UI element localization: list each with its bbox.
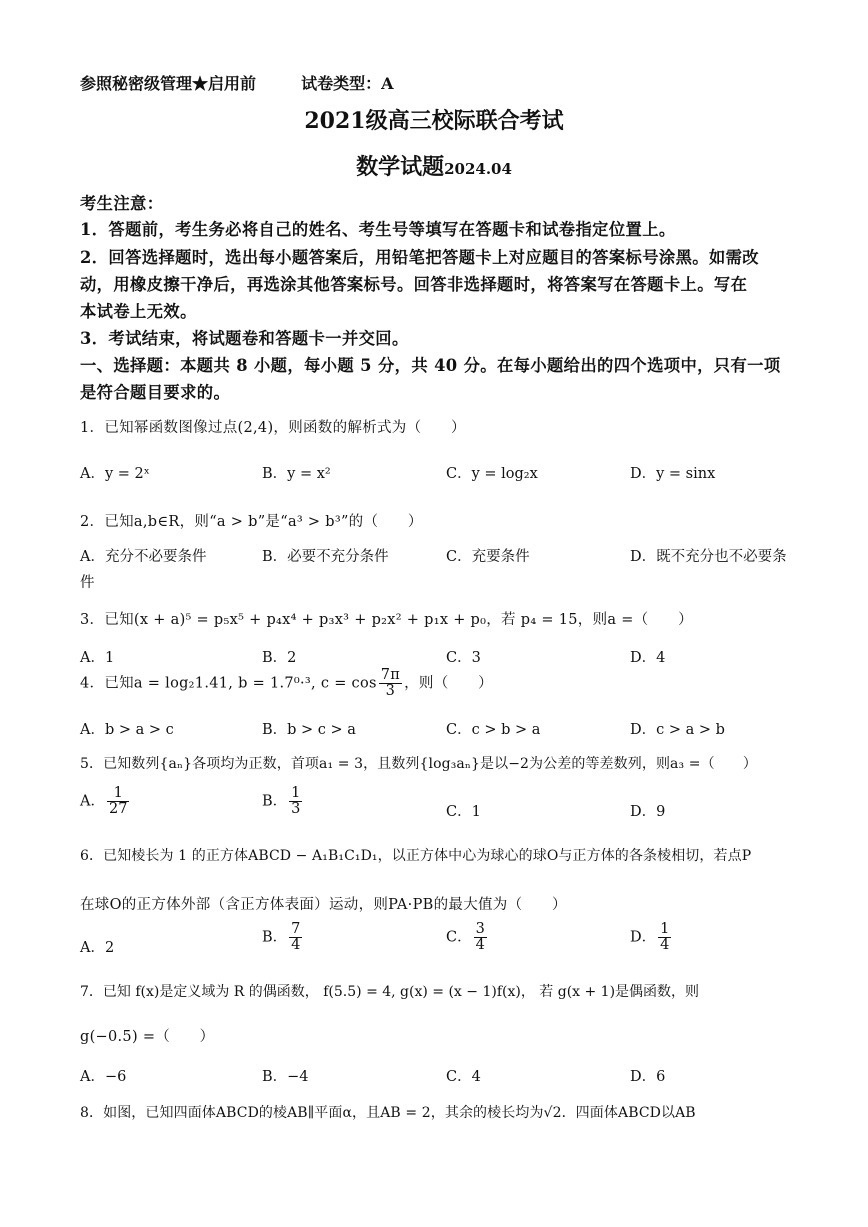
- exam-date: 2024.04: [444, 160, 512, 178]
- question-4-stem-post: ，则（ ）: [404, 675, 493, 692]
- question-6-option-b: [262, 922, 304, 953]
- question-6-option-a: A．2: [80, 940, 115, 956]
- question-3-stem: 3．已知(x + a)⁵ = p₅x⁵ + p₄x⁴ + p₃x³ + p₂x² + p₁x + p₀，若 p₄ = 15，则a =（ ）: [80, 612, 693, 628]
- question-2-option-d: D．既不充分也不必要条: [630, 549, 787, 565]
- question-7-option-d: D．6: [630, 1069, 666, 1085]
- question-5-option-a-label: A．: [80, 793, 105, 810]
- question-6-option-d-num: 1: [660, 921, 670, 937]
- question-5-option-d: D．9: [630, 804, 666, 820]
- question-6-option-d-label: D．: [630, 929, 657, 946]
- question-3-option-a: A．1: [80, 650, 115, 666]
- question-3-option-b: B．2: [262, 650, 297, 666]
- question-7-stem-line-2: g(−0.5) =（ ）: [80, 1029, 215, 1045]
- confidential-label: 参照秘密级管理★启用前: [80, 74, 257, 93]
- question-6-option-c-fraction: [474, 922, 487, 953]
- question-4-fraction: [379, 668, 402, 699]
- question-2-stem: 2．已知a,b∈R，则“a > b”是“a³ > b³”的（ ）: [80, 514, 423, 530]
- question-1-option-c: C．y = log₂x: [446, 466, 538, 482]
- exam-title: 2021级高三校际联合考试: [304, 108, 564, 134]
- question-6-stem-line-2: 在球O的正方体外部（含正方体表面）运动，则PA·PB的最大值为（ ）: [80, 897, 567, 913]
- question-5-option-a: [80, 786, 131, 817]
- question-6-option-c-label: C．: [446, 929, 472, 946]
- subject-title: [0, 150, 868, 181]
- question-3-option-c: C．3: [446, 650, 481, 666]
- question-4-frac-num: 7π: [380, 667, 401, 683]
- question-5-option-b-fraction: [289, 786, 302, 817]
- question-6-option-b-num: 7: [291, 921, 301, 937]
- question-5-option-a-num: 1: [107, 786, 129, 802]
- question-7-stem-line-1: 7．已知 f(x)是定义域为 R 的偶函数， f(5.5) = 4, g(x) = (x − 1)f(x)， 若 g(x + 1)是偶函数，则: [80, 984, 700, 1000]
- question-5-option-b-label: B．: [262, 793, 288, 810]
- question-5-option-b-num: 1: [291, 785, 301, 801]
- section-heading-line-2: 是符合题目要求的。: [80, 383, 231, 402]
- notice-line-3: 动，用橡皮擦干净后，再选涂其他答案标号。回答非选择题时，将答案写在答题卡上。写在: [80, 275, 748, 294]
- notice-line-1: 1．答题前，考生务必将自己的姓名、考生号等填写在答题卡和试卷指定位置上。: [80, 220, 676, 239]
- question-5-stem: 5．已知数列{aₙ}各项均为正数，首项a₁ = 3，且数列{log₃aₙ}是以−2为公差的等差数列，则a₃ =（ ）: [80, 756, 757, 772]
- question-6-option-c-den: 4: [475, 937, 485, 954]
- question-5-option-a-fraction: [107, 786, 129, 817]
- question-1-stem: 1．已知幂函数图像过点(2,4)，则函数的解析式为（ ）: [80, 420, 466, 436]
- notice-heading: 考生注意：: [80, 194, 164, 213]
- question-2-option-c: C．充要条件: [446, 549, 530, 565]
- question-4-option-d: D．c > a > b: [630, 722, 725, 738]
- question-6-option-d: [630, 922, 673, 953]
- question-6-option-d-fraction: [658, 922, 671, 953]
- question-6-option-b-fraction: [289, 922, 302, 953]
- exam-header: [80, 71, 394, 94]
- question-8-stem: 8．如图，已知四面体ABCD的棱AB∥平面α，且AB = 2，其余的棱长均为√2．四面体ABCD以AB: [80, 1105, 696, 1121]
- question-6-option-c: [446, 922, 489, 953]
- question-6-option-b-den: 4: [291, 937, 301, 954]
- question-7-option-b: B．−4: [262, 1069, 309, 1085]
- question-6-option-b-label: B．: [262, 929, 288, 946]
- paper-type-label: 试卷类型：A: [301, 74, 394, 93]
- question-2-option-d-wrap: 件: [80, 575, 95, 591]
- question-4-option-a: A．b > a > c: [80, 722, 174, 738]
- question-1-option-b: B．y = x²: [262, 466, 331, 482]
- question-6-stem-line-1: 6．已知棱长为 1 的正方体ABCD − A₁B₁C₁D₁，以正方体中心为球心的球O与正方体的各条棱相切，若点P: [80, 848, 752, 864]
- question-4-frac-den: 3: [385, 683, 396, 700]
- notice-line-5: 3．考试结束，将试题卷和答题卡一并交回。: [80, 329, 409, 348]
- question-7-option-c: C．4: [446, 1069, 481, 1085]
- question-4-option-b: B．b > c > a: [262, 722, 356, 738]
- notice-line-4: 本试卷上无效。: [80, 302, 197, 321]
- question-5-option-a-den: 27: [108, 801, 128, 818]
- question-2-option-b: B．必要不充分条件: [262, 549, 389, 565]
- question-5-option-c: C．1: [446, 804, 481, 820]
- question-3-option-d: D．4: [630, 650, 666, 666]
- question-1-option-a: A．y = 2ˣ: [80, 466, 150, 482]
- question-4-option-c: C．c > b > a: [446, 722, 541, 738]
- question-1-option-d: D．y = sinx: [630, 466, 716, 482]
- question-7-option-a: A．−6: [80, 1069, 127, 1085]
- question-6-option-c-num: 3: [475, 921, 485, 937]
- question-2-option-a: A．充分不必要条件: [80, 549, 207, 565]
- question-6-option-d-den: 4: [660, 937, 670, 954]
- question-5-option-b: [262, 786, 304, 817]
- question-4-stem: [80, 668, 493, 699]
- notice-line-2: 2．回答选择题时，选出每小题答案后，用铅笔把答题卡上对应题目的答案标号涂黑。如需改: [80, 248, 759, 267]
- question-4-stem-pre: 4．已知a = log₂1.41, b = 1.7⁰·³, c = cos: [80, 675, 377, 692]
- question-5-option-b-den: 3: [291, 801, 301, 818]
- subject-name: 数学试题: [356, 154, 445, 180]
- section-heading-line-1: 一、选择题：本题共 8 小题，每小题 5 分，共 40 分。在每小题给出的四个选项中，只有一项: [80, 356, 781, 375]
